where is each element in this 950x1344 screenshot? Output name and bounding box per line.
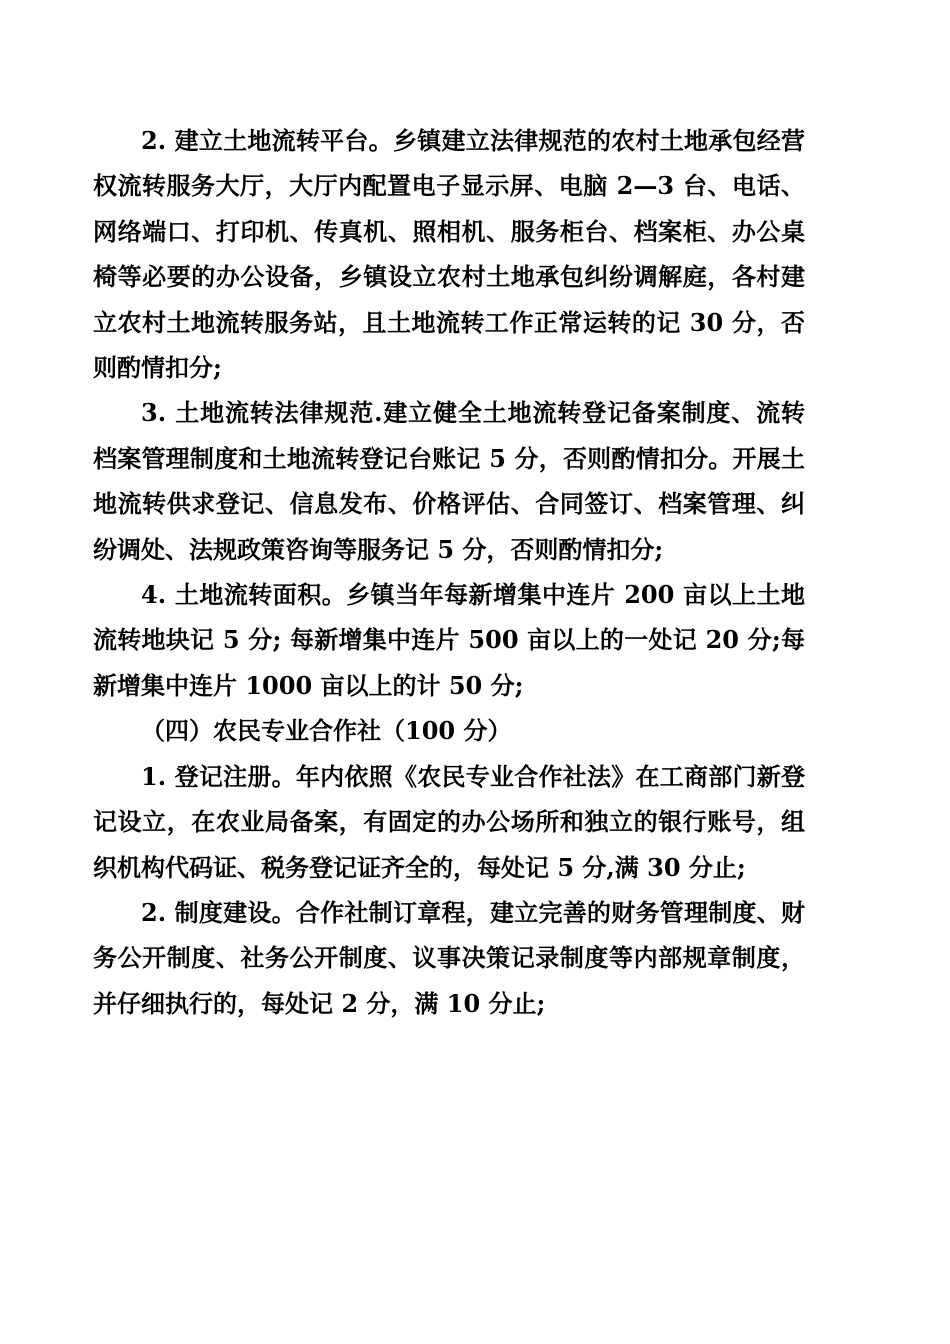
- paragraph-land-transfer-legal: 3. 土地流转法律规范.建立健全土地流转登记备案制度、流转档案管理制度和土地流转登记台账记 5 分，否则酌情扣分。开展土地流转供求登记、信息发布、价格评估、合同签订、档案管理、纠纷调处、法规政策咨询等服务记 5 分，否则酌情扣分;: [93, 398, 805, 564]
- paragraph-land-transfer-area: 4. 土地流转面积。乡镇当年每新增集中连片 200 亩以上土地流转地块记 5 分; 每新增集中连片 500 亩以上的一处记 20 分;每新增集中连片 1000 亩以上的计 50 分;: [93, 580, 805, 700]
- document-body: [93, 118, 805, 1026]
- paragraph-system-construction: 2. 制度建设。合作社制订章程，建立完善的财务管理制度、财务公开制度、社务公开制度、议事决策记录制度等内部规章制度，并仔细执行的，每处记 2 分，满 10 分止;: [93, 897, 805, 1018]
- paragraph-land-transfer-platform: 2. 建立土地流转平台。乡镇建立法律规范的农村土地承包经营权流转服务大厅，大厅内配置电子显示屏、电脑 2—3 台、电话、网络端口、打印机、传真机、照相机、服务柜台、档案柜、办公桌椅等必要的办公设备，乡镇设立农村土地承包纠纷调解庭，各村建立农村土地流转服务站，且土地流转工作正常运转的记 30 分，否则酌情扣分;: [93, 126, 805, 383]
- section-heading-cooperatives: （四）农民专业合作社（100 分）: [141, 716, 512, 746]
- paragraph-registration: 1. 登记注册。年内依照《农民专业合作社法》在工商部门新登记设立，在农业局备案，有固定的办公场所和独立的银行账号，组织机构代码证、税务登记证齐全的，每处记 5 分,满 30 分止;: [93, 761, 805, 882]
